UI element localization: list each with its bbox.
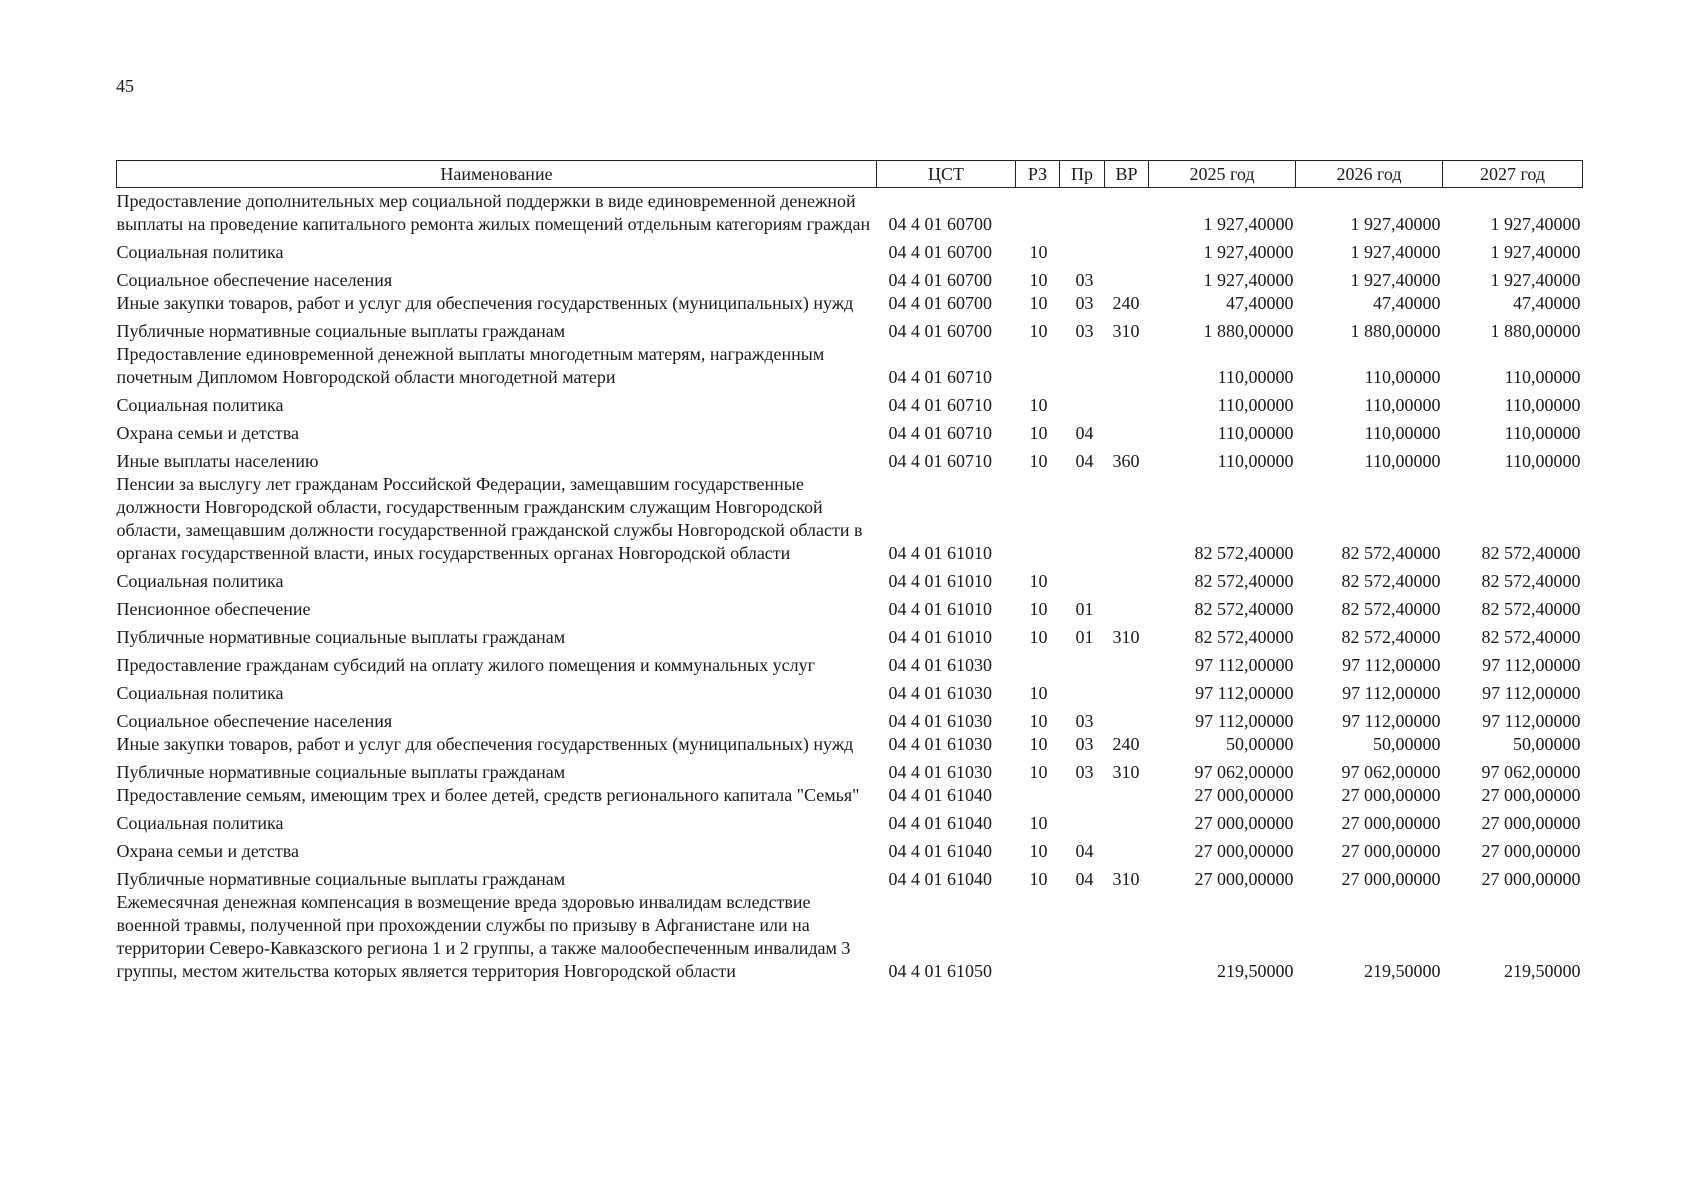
table-row: [117, 835, 1583, 863]
cell-y2025: 219,50000: [1217, 961, 1294, 981]
cell-cst: 04 4 01 61050: [888, 961, 992, 981]
cell-y2026: 82 572,40000: [1341, 543, 1441, 563]
cell-y2027: 97 062,00000: [1481, 762, 1581, 782]
cell-vr: 310: [1112, 627, 1140, 647]
cell-rz: [1016, 188, 1060, 237]
cell-y2026: 110,00000: [1364, 367, 1441, 387]
cell-rz: 10: [1029, 683, 1048, 703]
cell-vr: [1105, 565, 1149, 593]
cell-name: Охрана семьи и детства: [116, 841, 300, 861]
cell-name: Ежемесячная денежная компенсация в возмещение вреда здоровью инвалидам вследствие военной травмы, полученной при прохождении службы по призыву в Афганистане или на территории Северо-Кавказского региона 1 и 2 группы, а также малообеспеченным инвалидам 3 группы, местом жительства которых является территория Новгородской области: [116, 892, 851, 981]
cell-rz: 10: [1029, 242, 1048, 262]
cell-cst: 04 4 01 60710: [888, 367, 992, 387]
cell-vr: [1105, 835, 1149, 863]
cell-cst: 04 4 01 60710: [888, 423, 992, 443]
cell-cst: 04 4 01 60700: [888, 214, 992, 234]
cell-pr: 01: [1075, 627, 1094, 647]
cell-cst: 04 4 01 61040: [888, 813, 992, 833]
cell-rz: 10: [1029, 869, 1048, 889]
cell-name: Иные выплаты населению: [116, 451, 319, 471]
cell-y2025: 82 572,40000: [1194, 627, 1294, 647]
cell-y2025: 110,00000: [1217, 423, 1294, 443]
cell-y2027: 97 112,00000: [1482, 655, 1581, 675]
cell-name: Иные закупки товаров, работ и услуг для обеспечения государственных (муниципальных) нужд: [116, 734, 854, 754]
cell-rz: 10: [1029, 395, 1048, 415]
cell-pr: [1060, 236, 1105, 264]
cell-y2026: 82 572,40000: [1341, 599, 1441, 619]
cell-name: Социальная политика: [116, 571, 284, 591]
cell-name: Социальная политика: [116, 395, 284, 415]
cell-cst: 04 4 01 60710: [888, 451, 992, 471]
cell-pr: 03: [1075, 762, 1094, 782]
cell-name: Публичные нормативные социальные выплаты гражданам: [116, 321, 566, 341]
cell-cst: 04 4 01 60700: [888, 293, 992, 313]
table-header-row: [117, 161, 1583, 188]
cell-y2026: 82 572,40000: [1341, 571, 1441, 591]
cell-rz: [1016, 473, 1060, 565]
cell-y2025: 27 000,00000: [1194, 841, 1294, 861]
page-number: 45: [116, 76, 134, 96]
cell-vr: [1105, 649, 1149, 677]
cell-y2027: 27 000,00000: [1481, 785, 1581, 805]
cell-y2026: 97 062,00000: [1341, 762, 1441, 782]
cell-pr: 03: [1075, 321, 1094, 341]
cell-y2025: 47,40000: [1226, 293, 1294, 313]
cell-vr: [1105, 188, 1149, 237]
cell-pr: [1060, 343, 1105, 389]
cell-vr: [1105, 389, 1149, 417]
cell-y2027: 219,50000: [1504, 961, 1581, 981]
cell-name: Пенсионное обеспечение: [116, 599, 311, 619]
cell-y2026: 97 112,00000: [1342, 683, 1441, 703]
cell-y2025: 82 572,40000: [1194, 599, 1294, 619]
cell-cst: 04 4 01 60700: [888, 270, 992, 290]
cell-y2027: 47,40000: [1513, 293, 1581, 313]
cell-name: Предоставление семьям, имеющим трех и более детей, средств регионального капитала "Семья": [116, 785, 860, 805]
cell-pr: [1060, 649, 1105, 677]
table-row: [117, 236, 1583, 264]
cell-y2026: 27 000,00000: [1341, 813, 1441, 833]
cell-vr: [1105, 807, 1149, 835]
cell-y2027: 27 000,00000: [1481, 841, 1581, 861]
header-vr: ВР: [1105, 161, 1149, 188]
table-row: [117, 649, 1583, 677]
cell-y2027: 1 927,40000: [1490, 270, 1581, 290]
cell-vr: [1105, 677, 1149, 705]
cell-y2027: 97 112,00000: [1482, 711, 1581, 731]
cell-vr: [1105, 784, 1149, 807]
cell-name: Публичные нормативные социальные выплаты гражданам: [116, 869, 566, 889]
cell-y2027: 97 112,00000: [1482, 683, 1581, 703]
cell-pr: [1060, 389, 1105, 417]
cell-y2025: 27 000,00000: [1194, 869, 1294, 889]
cell-pr: 03: [1075, 293, 1094, 313]
cell-name: Предоставление единовременной денежной выплаты многодетным матерям, награжденным почетным Дипломом Новгородской области многодетной матери: [116, 344, 825, 387]
cell-y2027: 82 572,40000: [1481, 599, 1581, 619]
cell-name: Социальное обеспечение населения: [116, 711, 393, 731]
cell-name: Социальная политика: [116, 683, 284, 703]
cell-y2027: 82 572,40000: [1481, 571, 1581, 591]
cell-y2027: 110,00000: [1504, 395, 1581, 415]
cell-y2025: 27 000,00000: [1194, 813, 1294, 833]
cell-rz: 10: [1029, 321, 1048, 341]
cell-vr: [1105, 236, 1149, 264]
cell-y2025: 27 000,00000: [1194, 785, 1294, 805]
cell-y2027: 82 572,40000: [1481, 543, 1581, 563]
cell-vr: [1105, 705, 1149, 733]
cell-y2025: 1 880,00000: [1203, 321, 1294, 341]
table-row: [117, 473, 1583, 565]
cell-pr: [1060, 473, 1105, 565]
cell-rz: 10: [1029, 599, 1048, 619]
table-row: [117, 593, 1583, 621]
cell-name: Публичные нормативные социальные выплаты гражданам: [116, 762, 566, 782]
cell-y2026: 47,40000: [1373, 293, 1441, 313]
header-2027: 2027 год: [1443, 161, 1583, 188]
cell-pr: [1060, 677, 1105, 705]
cell-y2026: 1 927,40000: [1350, 270, 1441, 290]
cell-pr: [1060, 891, 1105, 983]
cell-rz: 10: [1029, 293, 1048, 313]
cell-y2025: 82 572,40000: [1194, 543, 1294, 563]
cell-rz: 10: [1029, 423, 1048, 443]
cell-y2025: 110,00000: [1217, 451, 1294, 471]
table-row: [117, 677, 1583, 705]
table-row: [117, 445, 1583, 473]
cell-y2026: 110,00000: [1364, 423, 1441, 443]
cell-vr: [1105, 593, 1149, 621]
cell-pr: [1060, 784, 1105, 807]
cell-vr: [1105, 264, 1149, 292]
cell-y2027: 27 000,00000: [1481, 813, 1581, 833]
cell-y2025: 110,00000: [1217, 395, 1294, 415]
cell-y2026: 27 000,00000: [1341, 841, 1441, 861]
cell-pr: [1060, 188, 1105, 237]
table-row: [117, 343, 1583, 389]
cell-y2026: 50,00000: [1373, 734, 1441, 754]
cell-y2026: 27 000,00000: [1341, 785, 1441, 805]
table-row: [117, 621, 1583, 649]
table-row: [117, 389, 1583, 417]
cell-y2026: 1 927,40000: [1350, 214, 1441, 234]
cell-rz: 10: [1029, 627, 1048, 647]
cell-y2025: 1 927,40000: [1203, 242, 1294, 262]
cell-rz: 10: [1029, 841, 1048, 861]
table-row: [117, 315, 1583, 343]
cell-pr: 04: [1075, 451, 1094, 471]
table-row: [117, 733, 1583, 756]
cell-y2027: 110,00000: [1504, 451, 1581, 471]
cell-y2027: 110,00000: [1504, 423, 1581, 443]
table-row: [117, 863, 1583, 891]
cell-vr: [1105, 343, 1149, 389]
cell-vr: 310: [1112, 869, 1140, 889]
cell-y2027: 1 927,40000: [1490, 242, 1581, 262]
table-row: [117, 565, 1583, 593]
header-2025: 2025 год: [1149, 161, 1296, 188]
cell-rz: [1016, 891, 1060, 983]
cell-name: Социальная политика: [116, 242, 284, 262]
cell-y2026: 1 927,40000: [1350, 242, 1441, 262]
cell-y2025: 97 112,00000: [1195, 655, 1294, 675]
cell-name: Предоставление гражданам субсидий на оплату жилого помещения и коммунальных услуг: [116, 655, 815, 675]
budget-table: [116, 160, 1583, 983]
cell-name: Социальная политика: [116, 813, 284, 833]
table-row: [117, 292, 1583, 315]
cell-rz: 10: [1029, 734, 1048, 754]
cell-y2027: 1 880,00000: [1490, 321, 1581, 341]
cell-cst: 04 4 01 61040: [888, 869, 992, 889]
cell-cst: 04 4 01 60700: [888, 242, 992, 262]
cell-cst: 04 4 01 61040: [888, 841, 992, 861]
cell-y2026: 27 000,00000: [1341, 869, 1441, 889]
cell-name: Социальное обеспечение населения: [116, 270, 393, 290]
cell-cst: 04 4 01 61010: [888, 571, 992, 591]
cell-cst: 04 4 01 61030: [888, 711, 992, 731]
cell-cst: 04 4 01 60710: [888, 395, 992, 415]
table-row: [117, 188, 1583, 237]
cell-vr: 240: [1112, 293, 1140, 313]
header-pr: Пр: [1060, 161, 1105, 188]
cell-pr: 01: [1075, 599, 1094, 619]
cell-y2025: 97 112,00000: [1195, 711, 1294, 731]
cell-cst: 04 4 01 60700: [888, 321, 992, 341]
cell-y2025: 82 572,40000: [1194, 571, 1294, 591]
cell-name: Пенсии за выслугу лет гражданам Российской Федерации, замещавшим государственные должности Новгородской области, государственным гражданским служащим Новгородской области, замещавшим должности государственной гражданской службы Новгородской области в органах государственной власти, иных государственных органах Новгородской области: [116, 474, 863, 563]
cell-y2026: 97 112,00000: [1342, 655, 1441, 675]
cell-y2025: 1 927,40000: [1203, 214, 1294, 234]
cell-y2025: 97 062,00000: [1194, 762, 1294, 782]
cell-rz: 10: [1029, 270, 1048, 290]
cell-cst: 04 4 01 61030: [888, 762, 992, 782]
cell-vr: 240: [1112, 734, 1140, 754]
cell-vr: 310: [1112, 762, 1140, 782]
cell-y2026: 219,50000: [1364, 961, 1441, 981]
cell-y2025: 1 927,40000: [1203, 270, 1294, 290]
cell-y2025: 97 112,00000: [1195, 683, 1294, 703]
cell-name: Охрана семьи и детства: [116, 423, 300, 443]
cell-cst: 04 4 01 61010: [888, 543, 992, 563]
cell-cst: 04 4 01 61030: [888, 683, 992, 703]
cell-vr: 360: [1112, 451, 1140, 471]
cell-rz: 10: [1029, 813, 1048, 833]
cell-rz: 10: [1029, 571, 1048, 591]
cell-name: Иные закупки товаров, работ и услуг для обеспечения государственных (муниципальных) нужд: [116, 293, 854, 313]
header-cst: ЦСТ: [877, 161, 1016, 188]
header-2026: 2026 год: [1296, 161, 1443, 188]
cell-pr: [1060, 565, 1105, 593]
cell-cst: 04 4 01 61010: [888, 599, 992, 619]
cell-name: Публичные нормативные социальные выплаты гражданам: [116, 627, 566, 647]
cell-y2026: 110,00000: [1364, 451, 1441, 471]
cell-cst: 04 4 01 61030: [888, 655, 992, 675]
cell-y2026: 97 112,00000: [1342, 711, 1441, 731]
cell-rz: [1016, 649, 1060, 677]
cell-y2027: 110,00000: [1504, 367, 1581, 387]
cell-pr: 03: [1075, 711, 1094, 731]
table-row: [117, 756, 1583, 784]
cell-vr: [1105, 417, 1149, 445]
cell-vr: [1105, 891, 1149, 983]
cell-y2027: 82 572,40000: [1481, 627, 1581, 647]
cell-pr: 03: [1075, 270, 1094, 290]
cell-pr: [1060, 807, 1105, 835]
cell-vr: [1105, 473, 1149, 565]
cell-y2026: 82 572,40000: [1341, 627, 1441, 647]
cell-pr: 04: [1075, 869, 1094, 889]
table-row: [117, 891, 1583, 983]
cell-vr: 310: [1112, 321, 1140, 341]
cell-y2025: 110,00000: [1217, 367, 1294, 387]
cell-y2027: 27 000,00000: [1481, 869, 1581, 889]
table-row: [117, 417, 1583, 445]
cell-rz: [1016, 784, 1060, 807]
cell-rz: 10: [1029, 762, 1048, 782]
table-body: [117, 188, 1583, 984]
cell-name: Предоставление дополнительных мер социальной поддержки в виде единовременной денежной выплаты на проведение капитального ремонта жилых помещений отдельным категориям граждан: [116, 191, 871, 234]
cell-cst: 04 4 01 61010: [888, 627, 992, 647]
cell-rz: [1016, 343, 1060, 389]
cell-pr: 04: [1075, 423, 1094, 443]
header-rz: РЗ: [1016, 161, 1060, 188]
table-row: [117, 264, 1583, 292]
cell-pr: 04: [1075, 841, 1094, 861]
cell-rz: 10: [1029, 451, 1048, 471]
table-row: [117, 807, 1583, 835]
cell-cst: 04 4 01 61030: [888, 734, 992, 754]
cell-rz: 10: [1029, 711, 1048, 731]
cell-y2025: 50,00000: [1226, 734, 1294, 754]
cell-pr: 03: [1075, 734, 1094, 754]
cell-y2026: 1 880,00000: [1350, 321, 1441, 341]
table-row: [117, 705, 1583, 733]
cell-y2027: 50,00000: [1513, 734, 1581, 754]
cell-cst: 04 4 01 61040: [888, 785, 992, 805]
header-name: Наименование: [117, 161, 877, 188]
table-row: [117, 784, 1583, 807]
cell-y2026: 110,00000: [1364, 395, 1441, 415]
cell-y2027: 1 927,40000: [1490, 214, 1581, 234]
